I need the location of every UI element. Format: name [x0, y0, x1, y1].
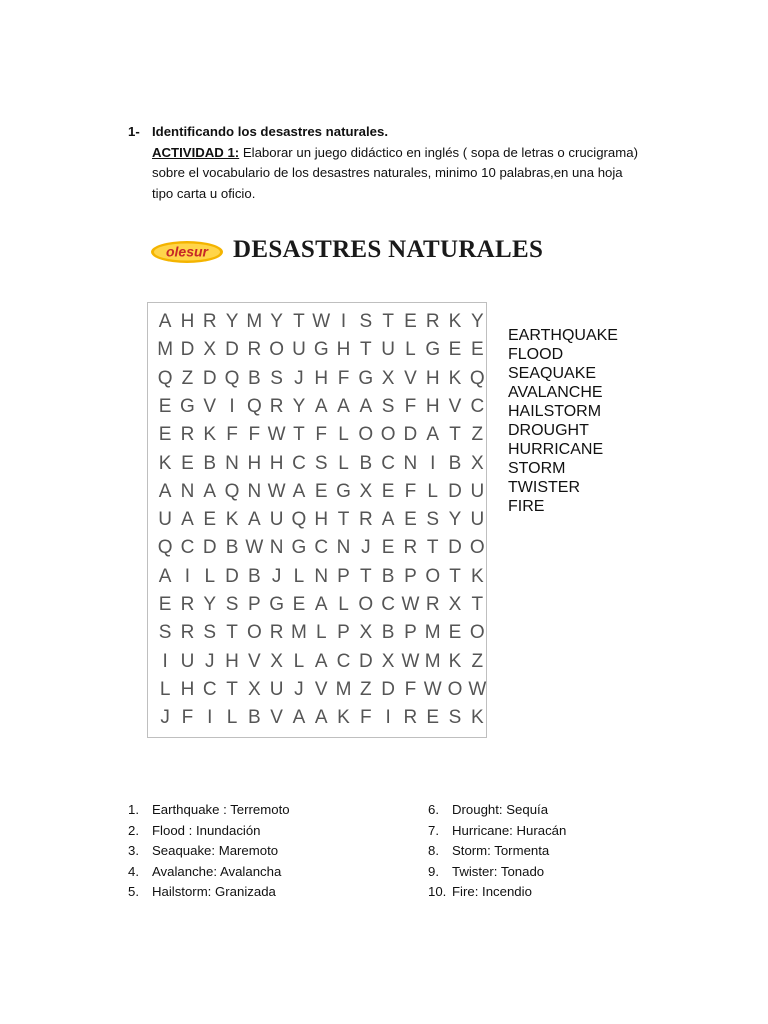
vocabulary-text: Storm: Tormenta [452, 843, 550, 858]
grid-letter: X [470, 452, 484, 474]
grid-letter: F [181, 707, 194, 729]
grid-letter: Q [246, 395, 262, 417]
grid-letter: Y [292, 395, 306, 417]
grid-letter: H [314, 367, 329, 389]
grid-letter: I [184, 565, 191, 587]
grid-letter: I [385, 707, 391, 729]
grid-letter: D [358, 650, 373, 672]
vocabulary-list-left [128, 800, 290, 903]
grid-letter: G [336, 480, 351, 502]
grid-letter: A [158, 311, 172, 332]
grid-letter: E [448, 622, 462, 644]
grid-letter: Q [157, 537, 173, 559]
grid-letter: U [470, 480, 485, 502]
grid-letter: S [426, 509, 440, 531]
vocabulary-text: Flood : Inundación [152, 822, 261, 838]
grid-letter: B [381, 565, 395, 587]
grid-letter: C [381, 594, 395, 615]
grid-letter: H [180, 678, 195, 700]
grid-letter: F [360, 707, 372, 729]
grid-letter: R [403, 537, 418, 559]
grid-letter: O [425, 565, 441, 587]
grid-letter: X [359, 480, 373, 502]
grid-row [154, 566, 488, 588]
grid-letter: S [448, 707, 462, 729]
grid-letter: E [158, 594, 172, 615]
activity-line-1 [152, 143, 668, 164]
grid-letter: P [337, 565, 350, 587]
grid-letter: Y [270, 311, 283, 332]
grid-letter: G [269, 594, 285, 615]
grid-row [154, 509, 488, 531]
vocabulary-number: 2. [128, 822, 139, 838]
vocabulary-item [128, 800, 290, 821]
grid-letter: N [247, 480, 262, 502]
grid-letter: U [158, 509, 173, 531]
grid-letter: R [180, 622, 195, 644]
grid-letter: B [359, 452, 373, 474]
grid-letter: Z [360, 678, 372, 700]
grid-row [154, 339, 488, 361]
word-list-item: STORM [508, 460, 566, 477]
grid-letter: J [204, 650, 215, 672]
grid-row [154, 481, 488, 503]
grid-row [154, 453, 488, 475]
grid-letter: K [225, 509, 239, 531]
grid-letter: Q [469, 367, 485, 389]
puzzle-title: DESASTRES NATURALES [233, 236, 544, 263]
word-list-item: HAILSTORM [508, 403, 602, 420]
word-list-item: DROUGHT [508, 422, 589, 439]
vocabulary-item [428, 882, 566, 903]
grid-letter: N [180, 480, 195, 502]
grid-letter: R [425, 311, 440, 332]
grid-letter: W [468, 678, 487, 700]
grid-letter: A [314, 650, 328, 672]
activity-text-1: Elaborar un juego didáctico en inglés ( sopa de letras o crucigrama) [239, 144, 638, 160]
grid-letter: M [424, 622, 441, 644]
grid-letter: T [226, 622, 238, 644]
item-number: 1- [128, 124, 140, 139]
grid-letter: D [381, 678, 395, 700]
grid-letter: N [269, 537, 284, 559]
grid-letter: F [404, 395, 417, 417]
intro-item [128, 122, 668, 204]
grid-letter: K [470, 565, 484, 587]
grid-letter: T [382, 311, 394, 332]
grid-row [154, 537, 488, 559]
grid-letter: Y [203, 594, 217, 615]
grid-letter: W [267, 424, 286, 446]
grid-letter: L [315, 622, 327, 644]
grid-letter: T [360, 339, 372, 361]
vocabulary-text: Hurricane: Huracán [452, 822, 567, 838]
vocabulary-item [128, 882, 290, 903]
grid-letter: E [158, 395, 172, 417]
grid-letter: E [314, 480, 328, 502]
grid-letter: X [381, 650, 395, 672]
grid-letter: O [469, 537, 485, 559]
grid-letter: W [401, 594, 420, 615]
grid-letter: V [270, 707, 283, 729]
grid-letter: A [158, 565, 172, 587]
grid-letter: S [359, 311, 373, 332]
grid-letter: T [449, 424, 461, 446]
grid-letter: J [271, 565, 282, 587]
grid-letter: M [335, 678, 352, 700]
grid-letter: J [160, 707, 170, 729]
vocabulary-text: Seaquake: Maremoto [152, 843, 279, 858]
grid-letter: H [180, 311, 195, 332]
grid-letter: T [337, 509, 350, 531]
grid-letter: B [381, 622, 395, 644]
grid-letter: T [293, 424, 305, 446]
grid-letter: M [246, 311, 263, 332]
grid-letter: P [404, 565, 417, 587]
activity-label: ACTIVIDAD 1: [152, 144, 240, 160]
grid-letter: F [315, 424, 328, 446]
grid-letter: A [314, 707, 328, 729]
grid-letter: A [359, 395, 373, 417]
grid-letter: D [202, 367, 217, 389]
grid-letter: X [247, 678, 261, 700]
grid-letter: K [448, 367, 462, 389]
vocabulary-item [428, 821, 566, 842]
vocabulary-number: 6. [428, 802, 439, 817]
vocabulary-number: 5. [128, 884, 139, 899]
grid-letter: H [425, 367, 440, 389]
grid-letter: L [427, 480, 438, 502]
grid-letter: O [269, 339, 285, 361]
grid-letter: Z [471, 650, 484, 672]
grid-letter: K [448, 650, 462, 672]
grid-letter: R [358, 509, 373, 531]
grid-letter: E [158, 424, 172, 446]
grid-letter: G [291, 537, 307, 559]
grid-row [154, 311, 488, 333]
grid-letter: E [426, 707, 440, 729]
grid-letter: K [158, 452, 172, 474]
grid-letter: G [313, 339, 329, 361]
grid-letter: T [471, 594, 484, 615]
vocabulary-number: 10. [428, 884, 447, 899]
grid-letter: S [158, 622, 172, 644]
grid-letter: L [159, 678, 171, 700]
vocabulary-number: 9. [428, 863, 439, 879]
logo-text: olesur [165, 243, 209, 260]
word-list-item: TWISTER [508, 479, 580, 496]
grid-letter: E [404, 509, 417, 531]
grid-letter: U [381, 339, 395, 361]
vocabulary-text: Earthquake : Terremoto [152, 802, 290, 817]
grid-letter: V [404, 367, 417, 389]
grid-letter: B [247, 707, 261, 729]
grid-letter: D [448, 537, 462, 559]
grid-letter: G [358, 367, 374, 389]
grid-letter: Q [224, 367, 240, 389]
grid-letter: J [294, 367, 304, 389]
olesur-logo [150, 240, 224, 264]
grid-letter: C [180, 537, 195, 559]
grid-letter: E [203, 509, 217, 531]
grid-letter: T [360, 565, 372, 587]
activity-instructions [128, 122, 668, 204]
grid-letter: C [202, 678, 217, 700]
grid-letter: P [337, 622, 350, 644]
grid-letter: L [338, 594, 349, 615]
word-list-item: EARTHQUAKE [508, 327, 618, 344]
grid-letter: W [312, 311, 331, 332]
grid-letter: Y [448, 509, 462, 531]
grid-letter: Q [224, 480, 240, 502]
grid-letter: J [294, 678, 304, 700]
grid-letter: X [270, 650, 283, 672]
grid-letter: E [470, 339, 484, 361]
grid-letter: W [401, 650, 420, 672]
vocabulary-text: Avalanche: Avalancha [152, 863, 282, 879]
grid-letter: A [314, 395, 328, 417]
grid-letter: X [381, 367, 395, 389]
grid-letter: V [247, 650, 261, 672]
grid-letter: F [404, 678, 417, 700]
vocabulary-number: 8. [428, 843, 439, 858]
grid-letter: E [404, 311, 417, 332]
grid-letter: U [269, 509, 284, 531]
activity-line-3: tipo carta u oficio. [152, 185, 256, 201]
grid-letter: T [226, 678, 238, 700]
grid-letter: P [247, 594, 261, 615]
grid-letter: V [448, 395, 462, 417]
vocabulary-item [428, 841, 566, 862]
grid-letter: S [225, 594, 239, 615]
grid-letter: Q [291, 509, 307, 531]
grid-letter: G [180, 395, 195, 417]
vocabulary-text: Fire: Incendio [452, 884, 532, 899]
grid-letter: A [203, 480, 217, 502]
grid-letter: C [314, 537, 329, 559]
grid-letter: K [470, 707, 484, 729]
grid-letter: M [424, 650, 441, 672]
grid-letter: D [225, 565, 239, 587]
grid-row [154, 679, 488, 701]
word-list-item: SEAQUAKE [508, 365, 597, 382]
grid-letter: A [247, 509, 261, 531]
grid-letter: I [340, 311, 347, 332]
grid-letter: L [338, 452, 349, 474]
grid-letter: J [361, 537, 371, 559]
grid-letter: P [404, 622, 417, 644]
vocabulary-text: Hailstorm: Granizada [152, 884, 276, 899]
grid-row [154, 651, 488, 673]
grid-row [154, 622, 488, 644]
word-search-grid [147, 302, 487, 738]
grid-letter: D [202, 537, 217, 559]
grid-letter: X [448, 594, 462, 615]
grid-letter: A [314, 594, 328, 615]
grid-letter: R [202, 311, 217, 332]
grid-letter: S [270, 367, 283, 389]
vocabulary-item [428, 862, 566, 883]
grid-letter: S [381, 395, 395, 417]
grid-letter: U [180, 650, 195, 672]
grid-letter: C [381, 452, 395, 474]
grid-letter: R [269, 395, 284, 417]
grid-letter: B [448, 452, 462, 474]
grid-row [154, 424, 488, 446]
grid-letter: A [337, 395, 350, 417]
grid-letter: R [180, 424, 195, 446]
grid-letter: E [181, 452, 194, 474]
grid-letter: W [245, 537, 264, 559]
grid-letter: S [314, 452, 328, 474]
grid-letter: N [225, 452, 239, 474]
word-list-item: FIRE [508, 498, 545, 515]
grid-letter: B [247, 565, 261, 587]
grid-letter: R [425, 594, 440, 615]
vocabulary-list-right [428, 800, 566, 903]
grid-letter: B [225, 537, 239, 559]
grid-letter: R [269, 622, 284, 644]
grid-letter: M [291, 622, 307, 644]
grid-letter: R [403, 707, 418, 729]
grid-letter: G [425, 339, 441, 361]
grid-letter: C [292, 452, 306, 474]
grid-letter: N [403, 452, 418, 474]
grid-letter: I [162, 650, 168, 672]
vocabulary-item [128, 862, 290, 883]
grid-letter: U [269, 678, 284, 700]
grid-row [154, 707, 488, 729]
grid-letter: M [157, 339, 174, 361]
grid-letter: B [203, 452, 217, 474]
grid-letter: Z [181, 367, 194, 389]
grid-letter: Z [471, 424, 484, 446]
grid-letter: D [448, 480, 462, 502]
grid-letter: E [448, 339, 462, 361]
grid-letter: D [225, 339, 239, 361]
grid-letter: E [381, 537, 395, 559]
grid-letter: H [269, 452, 284, 474]
grid-letter: A [426, 424, 440, 446]
grid-letter: K [448, 311, 462, 332]
grid-letter: X [203, 339, 217, 361]
grid-letter: L [293, 650, 305, 672]
grid-letter: N [314, 565, 329, 587]
vocabulary-item [128, 821, 290, 842]
grid-row [154, 396, 488, 418]
vocabulary-number: 1. [128, 802, 139, 817]
grid-letter: D [403, 424, 418, 446]
grid-letter: A [292, 480, 306, 502]
grid-letter: O [469, 622, 485, 644]
grid-letter: Y [225, 311, 239, 332]
grid-letter: V [314, 678, 328, 700]
grid-letter: F [337, 367, 350, 389]
grid-letter: W [423, 678, 442, 700]
grid-letter: K [337, 707, 350, 729]
grid-letter: C [470, 395, 485, 417]
vocabulary-text: Drought: Sequía [452, 802, 549, 817]
grid-letter: U [470, 509, 485, 531]
grid-letter: R [247, 339, 262, 361]
grid-letter: F [248, 424, 261, 446]
grid-letter: H [425, 395, 440, 417]
grid-letter: O [358, 424, 374, 446]
grid-letter: U [292, 339, 306, 361]
grid-letter: Y [470, 311, 484, 332]
grid-letter: R [180, 594, 195, 615]
activity-line-2: sobre el vocabulario de los desastres naturales, minimo 10 palabras,en una hoja [152, 165, 623, 180]
grid-letter: L [226, 707, 238, 729]
grid-letter: L [405, 339, 416, 361]
grid-letter: F [404, 480, 417, 502]
grid-row [154, 368, 488, 390]
grid-letter: N [336, 537, 351, 559]
vocabulary-item [428, 800, 566, 821]
grid-letter: A [292, 707, 306, 729]
grid-letter: L [338, 424, 349, 446]
grid-letter: W [267, 480, 286, 502]
grid-letter: C [336, 650, 351, 672]
section-heading: Identificando los desastres naturales. [152, 124, 388, 139]
intro-body [152, 122, 668, 204]
grid-letter: Q [157, 367, 173, 389]
grid-letter: T [449, 565, 461, 587]
grid-letter: F [226, 424, 238, 446]
grid-letter: H [336, 339, 351, 361]
grid-letter: I [207, 707, 213, 729]
grid-letter: D [180, 339, 195, 361]
grid-letter: X [359, 622, 373, 644]
grid-letter: E [381, 480, 395, 502]
grid-letter: A [381, 509, 395, 531]
grid-letter: O [447, 678, 463, 700]
grid-letter: H [225, 650, 239, 672]
grid-letter: L [204, 565, 216, 587]
grid-letter: H [247, 452, 262, 474]
grid-letter: T [293, 311, 305, 332]
vocabulary-item [128, 841, 290, 862]
grid-letter: T [426, 537, 439, 559]
grid-letter: H [314, 509, 329, 531]
grid-letter: A [181, 509, 194, 531]
grid-letter: O [358, 594, 374, 615]
vocabulary-text: Twister: Tonado [452, 863, 545, 879]
vocabulary-number: 3. [128, 843, 139, 858]
word-list-item: AVALANCHE [508, 384, 603, 401]
grid-letter: K [203, 424, 217, 446]
grid-letter: O [246, 622, 262, 644]
grid-letter: L [293, 565, 305, 587]
word-list-item: FLOOD [508, 346, 564, 363]
grid-letter: S [203, 622, 217, 644]
grid-letter: E [292, 594, 306, 615]
word-list-item: HURRICANE [508, 441, 604, 458]
vocabulary-number: 4. [128, 863, 139, 879]
grid-letter: O [380, 424, 396, 446]
grid-letter: V [203, 395, 217, 417]
grid-row [154, 594, 488, 616]
vocabulary-number: 7. [428, 822, 439, 838]
word-list [508, 326, 618, 516]
grid-letter: I [229, 395, 235, 417]
grid-letter: B [247, 367, 261, 389]
grid-letter: I [430, 452, 436, 474]
grid-letter: A [158, 480, 172, 502]
